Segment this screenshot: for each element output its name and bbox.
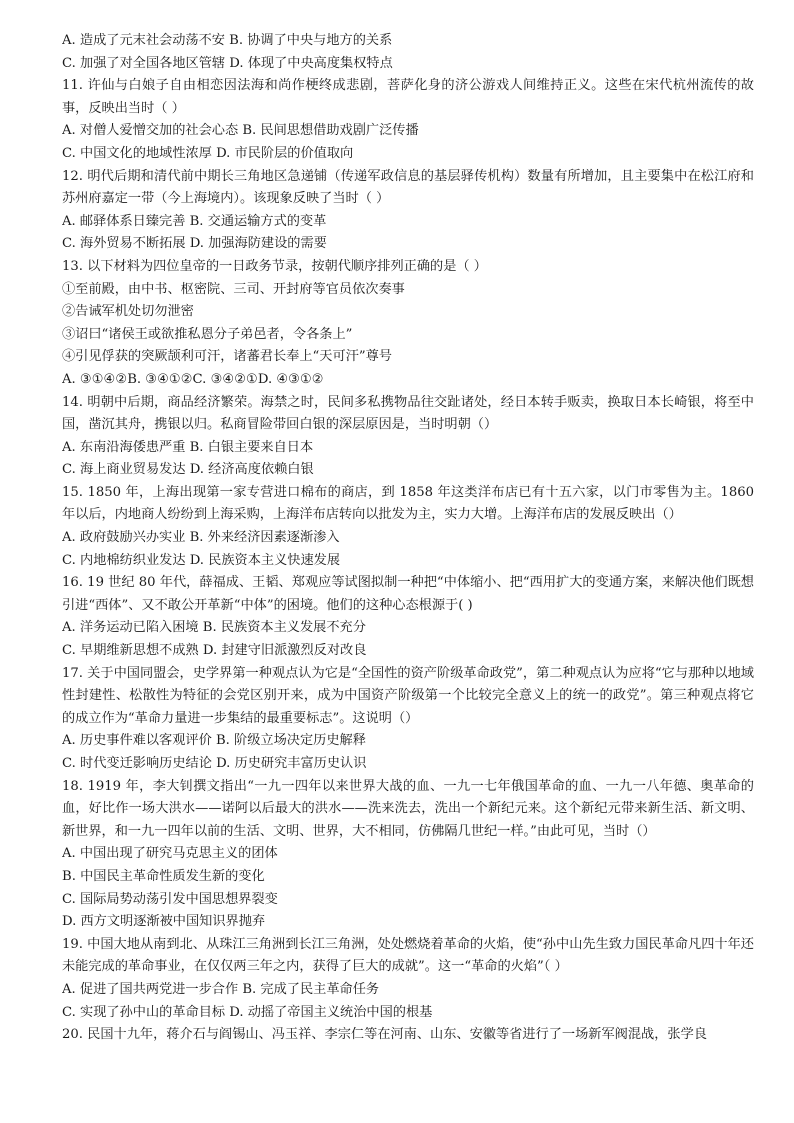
question-stem: 13. 以下材料为四位皇帝的一日政务节录，按朝代顺序排列正确的是（ ） [62,258,487,274]
answer-options: ③诏曰“诸侯王或欲推私恩分子弟邑者，令各条上” [62,326,353,342]
answer-options: C. 中国文化的地域性浓厚 D. 市民阶层的价值取向 [62,145,354,161]
answer-options: ①至前殿，由中书、枢密院、三司、开封府等官员依次奏事 [62,281,405,297]
answer-options: D. 西方文明逐渐被中国知识界抛弃 [62,914,266,930]
answer-options: C. 实现了孙中山的革命目标 D. 动摇了帝国主义统治中国的根基 [62,1004,433,1020]
answer-options: A. 洋务运动已陷入困境 B. 民族资本主义发展不充分 [62,620,366,636]
answer-options: A. 邮驿体系日臻完善 B. 交通运输方式的变革 [62,213,327,229]
answer-options: ②告诫军机处切勿泄密 [62,304,194,320]
answer-options: C. 时代变迁影响历史结论 D. 历史研究丰富历史认识 [62,756,367,771]
question-stem: 15. 1850 年，上海出现第一家专营进口棉布的商店，到 1858 年这类洋布店已有十五六家，以门市零售为主。1860 年以后，内地商人纷纷到上海采购，上海洋布店转向以批发为主，实力大增。上海洋布店的发展反映出（） [62,484,754,523]
answer-options: A. 对僧人爱憎交加的社会心态 B. 民间思想借助戏剧广泛传播 [62,123,419,139]
answer-options: C. 早期维新思想不成熟 D. 封建守旧派激烈反对改良 [62,643,367,659]
answer-options: C. 国际局势动荡引发中国思想界裂变 [62,891,278,907]
answer-options: A. 促进了国共两党进一步合作 B. 完成了民主革命任务 [62,981,380,997]
question-stem: 14. 明朝中后期，商品经济繁荣。海禁之时，民间多私携物品往交趾诸处，经日本转手贩卖，换取日本长崎银，将至中国，凿沉其舟，携银以归。私商冒险带回白银的深层原因是，当时明朝（） [62,394,754,433]
question-stem: 12. 明代后期和清代前中期长三角地区急递铺（传递军政信息的基层驿传机构）数量有所增加，且主要集中在松江府和苏州府嘉定一带（今上海境内）。该现象反映了当时（ ） [62,168,754,207]
answer-options: A. 中国出现了研究马克思主义的团体 [62,846,278,862]
answer-options: A. ③①④②B. ③④①②C. ③④②①D. ④③①② [62,371,324,387]
answer-options: B. 中国民主革命性质发生新的变化 [62,868,265,884]
question-stem: 18. 1919 年，李大钊撰文指出“一九一四年以来世界大战的血、一九一七年俄国革命的血、一九一八年德、奥革命的血，好比作一场大洪水——诺阿以后最大的洪水——洗来洗去，洗出一个新纪元来。这个新纪元带来新生活、新文明、新世界，和一九一四年以前的生活、文明、世界，大不相同，仿佛隔几世纪一样。”由此可见，当时（） [62,778,754,839]
answer-options: ④引见俘获的突厥颉利可汗，诸蕃君长奉上“天可汗”尊号 [62,349,392,365]
question-stem: 20. 民国十九年，蒋介石与阎锡山、冯玉祥、李宗仁等在河南、山东、安徽等省进行了一场新军阀混战，张学良 [62,1027,707,1043]
question-stem: 19. 中国大地从南到北、从珠江三角洲到长江三角洲，处处燃烧着革命的火焰，使“孙中山先生致力国民革命凡四十年还未能完成的革命事业，在仅仅两三年之内，获得了巨大的成就”。这一“革命的火焰”（ ） [62,936,754,975]
answer-options: C. 内地棉纺织业发达 D. 民族资本主义快速发展 [62,552,341,568]
answer-options: C. 海外贸易不断拓展 D. 加强海防建设的需要 [62,236,327,252]
answer-options: A. 东南沿海倭患严重 B. 白银主要来自日本 [62,439,314,455]
question-stem: 11. 许仙与白娘子自由相恋因法海和尚作梗终成悲剧，菩萨化身的济公游戏人间维持正义。这些在宋代杭州流传的故事，反映出当时（ ） [62,78,754,116]
answer-options: C. 海上商业贸易发达 D. 经济高度依赖白银 [62,462,314,478]
question-stem: 17. 关于中国同盟会，史学界第一种观点认为它是“全国性的资产阶级革命政党”，第二种观点认为应将“它与那种以地域性封建性、松散性为特征的会党区别开来，成为中国资产阶级第一个比较完全意义上的统一的政党”。第三种观点将它的成立作为“革命力量进一步集结的最重要标志”。这说明（） [62,665,754,726]
answer-options: C. 加强了对全国各地区管辖 D. 体现了中央高度集权特点 [62,55,393,71]
answer-options: A. 造成了元末社会动荡不安 B. 协调了中央与地方的关系 [62,33,393,48]
question-stem: 16. 19 世纪 80 年代，薛福成、王韬、郑观应等试图拟制一种把“中体缩小、把“西用扩大的变通方案，来解决他们既想引进“西体”、又不敢公开革新“中体”的困境。他们的这种心态根源于( ) [62,575,754,613]
answer-options: A. 历史事件难以客观评价 B. 阶级立场决定历史解释 [62,733,366,749]
answer-options: A. 政府鼓励兴办实业 B. 外来经济因素逐渐渗入 [62,530,340,546]
